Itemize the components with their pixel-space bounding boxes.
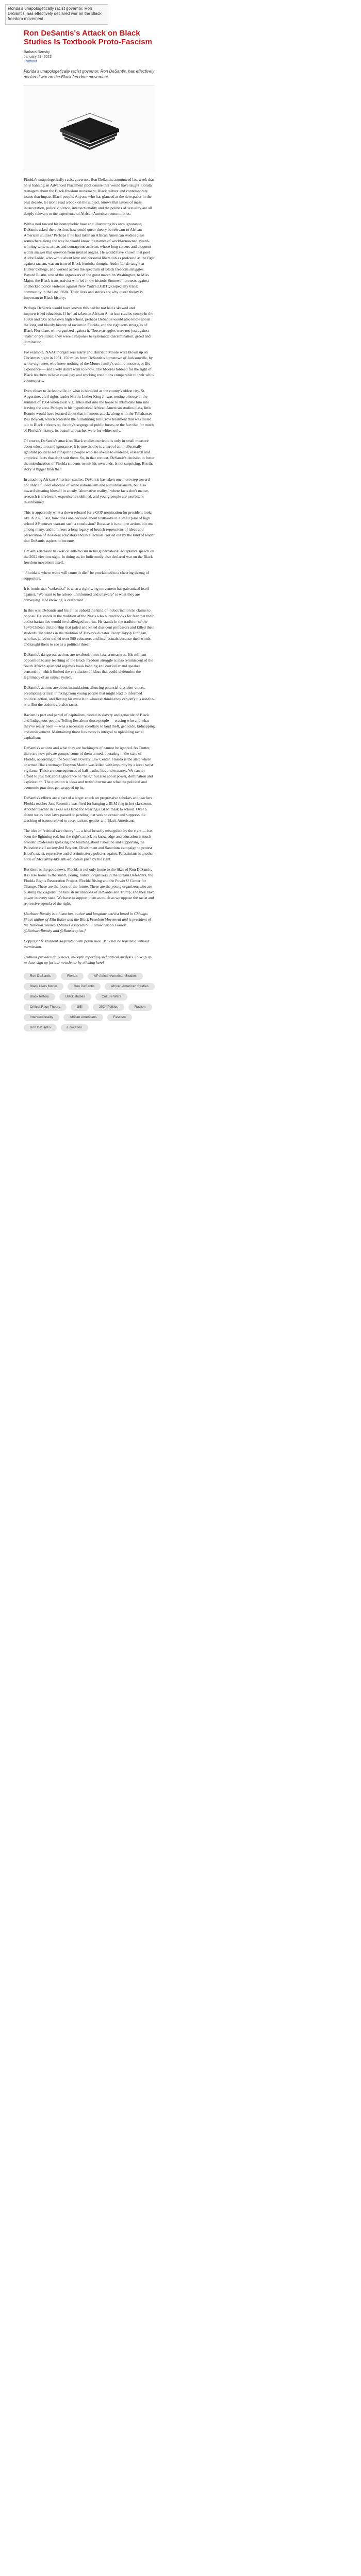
tag[interactable]: Critical Race Theory <box>24 1004 67 1011</box>
byline <box>24 50 155 64</box>
tag[interactable]: Ron DeSantis <box>24 1024 57 1031</box>
tag[interactable]: Education <box>61 1024 88 1031</box>
body-paragraph: The idea of "critical race theory" — a label broadly misapplied by the right — has been the lightning rod, but the right's attack on knowledge and education is much broader. Professors speaking and teaching about Palestine and supporting the Palestine civil society-led Boycott, Divestment and Sanctions campaign to protest Israel's racist, repressive and discriminatory policies against Palestinians is another node of McCarthy-like anti-education push by the right. <box>24 828 154 861</box>
author-name: Barbara Ransby <box>24 50 50 54</box>
publish-date: January 28, 2023 <box>24 55 52 59</box>
article-photo <box>24 85 155 172</box>
body-paragraph: Florida's unapologetically racist governor, Ron DeSantis, announced last week that he is banning an Advanced Placement pilot course that would have taught Florida teenagers about the Black freedom movement, Black culture and contemporary issues that impact Black people. Anyone who has glanced at the newspaper in the past decade, let alone read a book on the subject, knows that issues of mass incarceration, police violence, intersectionality and the politics of sexuality are all deeply relevant to the experience of African American communities. <box>24 177 154 216</box>
tag[interactable]: Intersectionality <box>24 1014 59 1021</box>
body-paragraph: DeSantis's actions and what they are harbingers of cannot be ignored. As Trotter, there are now private groups, some of them armed, operating in the state of Florida, according to the Southern Poverty Law Center. Florida is the state where unarmed Black teenager Trayvon Martin was killed with impunity by a local racist vigilante. These are consequences of half-truths, lies and erasures. We cannot afford to just talk about ignorance or "hate," but also about power, domination and exploitation. The question is ideas and truthful terms are what the political and economic practices get wrapped up in. <box>24 745 153 790</box>
tag[interactable]: Black history <box>24 993 55 1001</box>
article-dek: Florida's unapologetically racist governor, Ron DeSantis, has effectively declared war on the Black freedom movement. <box>24 69 155 79</box>
body-paragraph: Perhaps DeSantis would have known this had he not had a skewed and impoverished education. If he had taken an African American studies course in the 1980s and '90s at his own high school, perhaps DeSantis would also know about the long and bloody history of racism in Florida, and the righteous struggles of Black Floridians who organized against it. Those struggles were not just against "hate" or prejudice; they were a response to systematic discrimination, greed and domination. <box>24 306 153 344</box>
book-stack-illustration <box>24 86 155 172</box>
tag[interactable]: African American Studies <box>105 983 155 990</box>
tag[interactable]: Black studies <box>59 993 91 1001</box>
body-paragraph: DeSantis's efforts are a part of a larger attack on progressive scholars and teachers. Florida teacher Jane Rosenfra was fired for hanging a BLM flag in her classroom. Another teacher in Texas was fired for wearing a BLM mask to school. Over a dozen states have laws passed or pending that seek to censor and suppress the teaching of issues related to race, racism, gender and Black Americans. <box>24 795 154 823</box>
tag[interactable]: Culture Wars <box>95 993 127 1001</box>
body-paragraph: Of course, DeSantis's attack on Black studies curricula is only in small measure about education and ignorance. It is true that he is a part of an intellectually ignorant political set conspiring people who are averse to evidence, research and empirical facts that don't suit them. So, in that context, DeSantis's decision to foster the miseducation of Florida students to suit his own ends, is not surprising. But the story is bigger than that. <box>24 438 155 471</box>
tag[interactable]: Black Lives Matter <box>24 983 63 990</box>
tag[interactable]: Racism <box>128 1004 152 1011</box>
body-paragraph: With a nod toward his homophobic base and illustrating his own ignorance, DeSantis asked the question, how could queer theory be relevant to African American studies? Perhaps if he had taken an African American studies class somewhere along the way he would know the names of world-renowned award-winning writers, artists and courageous activists whose long careers and eloquent words answer that question from myriad angles. He would have known that poet Audre Lorde, who wrote about love and personal liberation as profound as the fight against racism, was an icon of Black feminist thought. Audre Lorde taught at Hunter College, and worked across the spectrum of Black freedom struggles. Bayard Rustin, one of the organizers of the great march on Washington, to Miss Major, the Black trans activist who led in the historic Stonewall protests against unchecked police violence against New York's LGBTQ (especially trans) community in the late 1960s. Their lives and stories are why queer theory is important to Black history. <box>24 222 155 300</box>
body-paragraph: DeSantis declared his war on anti-racism in his gubernatorial acceptance speech on the 2022 election night. In doing so, he ludicrously also declared war on the Black freedom movement itself. <box>24 549 154 565</box>
tag[interactable]: Ron DeSantis <box>24 973 57 980</box>
body-paragraph: DeSantis's dangerous actions are textbook proto-fascist measures. His militant opposition to any teaching of the Black freedom struggle is also reminiscent of the South African apartheid regime's book banning and curricular and speaker censorship, which limited the circulation of ideas that could undermine the legitimacy of an unjust system. <box>24 652 153 680</box>
body-paragraph: Racism is part and parcel of capitalism, rooted in slavery and genocide of Black and Indigenous people. Telling lies about those people — erasing who and what they've really been — was a necessary corollary to land theft, genocide, kidnapping and enslavement. Maintaining those lies today is integral to upholding racial capitalism. <box>24 713 155 740</box>
body-paragraph: Even closer to Jacksonville, in what is heralded as the county's oldest city, St. Augustine, civil rights leader Martin Luther King Jr. was renting a house in the summer of 1964 when local vigilantes shot into the house to intimidate him into leaving the area. Perhaps in his hypothetical African American studies class, little Ronnie would have learned about that infamous attack, along with the Tallahassee Bus Boycott, which protested the humiliating Jim Crow treatment that was meted out to Black citizens on the city's segregated public buses, or the fact that for much of Florida's history, its beautiful beaches were for whites only. <box>24 388 154 433</box>
article-body <box>24 177 155 965</box>
article-title: Ron DeSantis's Attack on Black Studies Is Textbook Proto-Fascism <box>24 29 152 46</box>
tag[interactable]: Florida <box>61 973 84 980</box>
author-bio: [Barbara Ransby is a historian, author and longtime activist based in Chicago. She is author of Ella Baker and the Black Freedom Movement and is president of the National Women's Studies Association. Follow her on Twitter: @BarbaraRansby and @Ranseraplus.] <box>24 911 151 933</box>
tag[interactable]: AP African American Studies <box>88 973 143 980</box>
tag[interactable]: GEI <box>71 1004 89 1011</box>
body-paragraph: For example, NAACP organizers Harry and Harriette Moore were blown up on Christmas night in 1951, 150 miles from DeSantis's hometown of Jacksonville, by white vigilantes who knew nothing of the Moore family's culture, motives or life experience — and likely didn't want to know. The Moores lobbied for the right of Black teachers to have equal pay and working conditions comparable to their white counterparts. <box>24 350 155 383</box>
copyright-notice: Copyright © Truthout. Reprinted with permission. May not be reprinted without permission. <box>24 939 149 949</box>
tag[interactable]: Ron DeSantis <box>68 983 101 990</box>
body-paragraph: It is ironic that "wokeness" is what a right-wing movement has galvanized itself against. "We want to be asleep, uninformed and unaware" is what they are conveying. Not knowing is celebrated. <box>24 586 149 602</box>
newsletter-callout[interactable]: Truthout provides daily news, in-depth reporting and critical analysis. To keep up to date, sign up for our newsletter by clicking here! <box>24 955 152 965</box>
tag[interactable]: African Americans <box>63 1014 103 1021</box>
body-paragraph: In this war, DeSantis and his allies uphold the kind of indoctrination he claims to oppose. He stands in the tradition of the Nazis who burned books for fear that their authoritarian lies would be challenged in print. He stands in the tradition of the 1970 Chilean dictatorship that jailed and killed dissident professors and killed their students. He stands in the tradition of Turkey's dictator Recep Tayyip Erdoğan, who has jailed or exiled over 500 educators and intellectuals because their words and taught them to see as a political threat. <box>24 608 154 647</box>
body-paragraph: DeSantis's actions are about intimidation, silencing potential dissident voices, preempting critical thinking from young people that might lead to informed political action, and flexing his muscle to whoever thinks they can defy his not-the-one. But the actions are also racist. <box>24 685 155 707</box>
body-paragraph: But there is the good news. Florida is not only home to the likes of Ron DeSantis. It is also home to the smart, young, radical organizers in the Dream Defenders, the Florida Rights Restoration Project, Florida Rising and the Power U Center for Change. These are the faces of the future. These are the young organizers who are pushing back against the bullish inclinations of DeSantis and Trump, and they have power in every state. We have to support them as much as we oppose the racist and repressive agenda of the right. <box>24 867 155 906</box>
article <box>24 29 155 1031</box>
body-paragraph: This is apparently what a down-rebrand for a GOP nomination for president looks like in 2023. But, how does one decision about textbooks in a small pilot of high school AP courses warrant such a conclusion? Because it is not one action, but one among many, and it mirrors a long legacy of brutish repressions of ideas and persecution of dissident educators and intellectuals carried out by the kind of leader that DeSantis aspires to become. <box>24 510 155 543</box>
tag[interactable]: Fascism <box>107 1014 132 1021</box>
tag[interactable]: 2024 Politics <box>93 1004 124 1011</box>
header-image-caption: Florida's unapologetically racist governor, Ron DeSantis, has effectively declared war on the Black freedom movement <box>8 6 102 21</box>
header-image-alt-text <box>5 4 108 25</box>
body-paragraph: In attacking African American studies, DeSantis has taken one more step toward not only a full-on embrace of white nationalism and authoritarianism, but also toward situating himself in a truly "alternative reality," where facts don't matter, research is irrelevant, expertise is sidelined, and young people are exorbitant misinformed. <box>24 477 150 504</box>
tag-list <box>24 973 155 1031</box>
body-paragraph: "Florida is where woke will come to die," he proclaimed to a cheering throng of supporters. <box>24 570 150 581</box>
source-link[interactable]: Truthout <box>24 60 37 63</box>
